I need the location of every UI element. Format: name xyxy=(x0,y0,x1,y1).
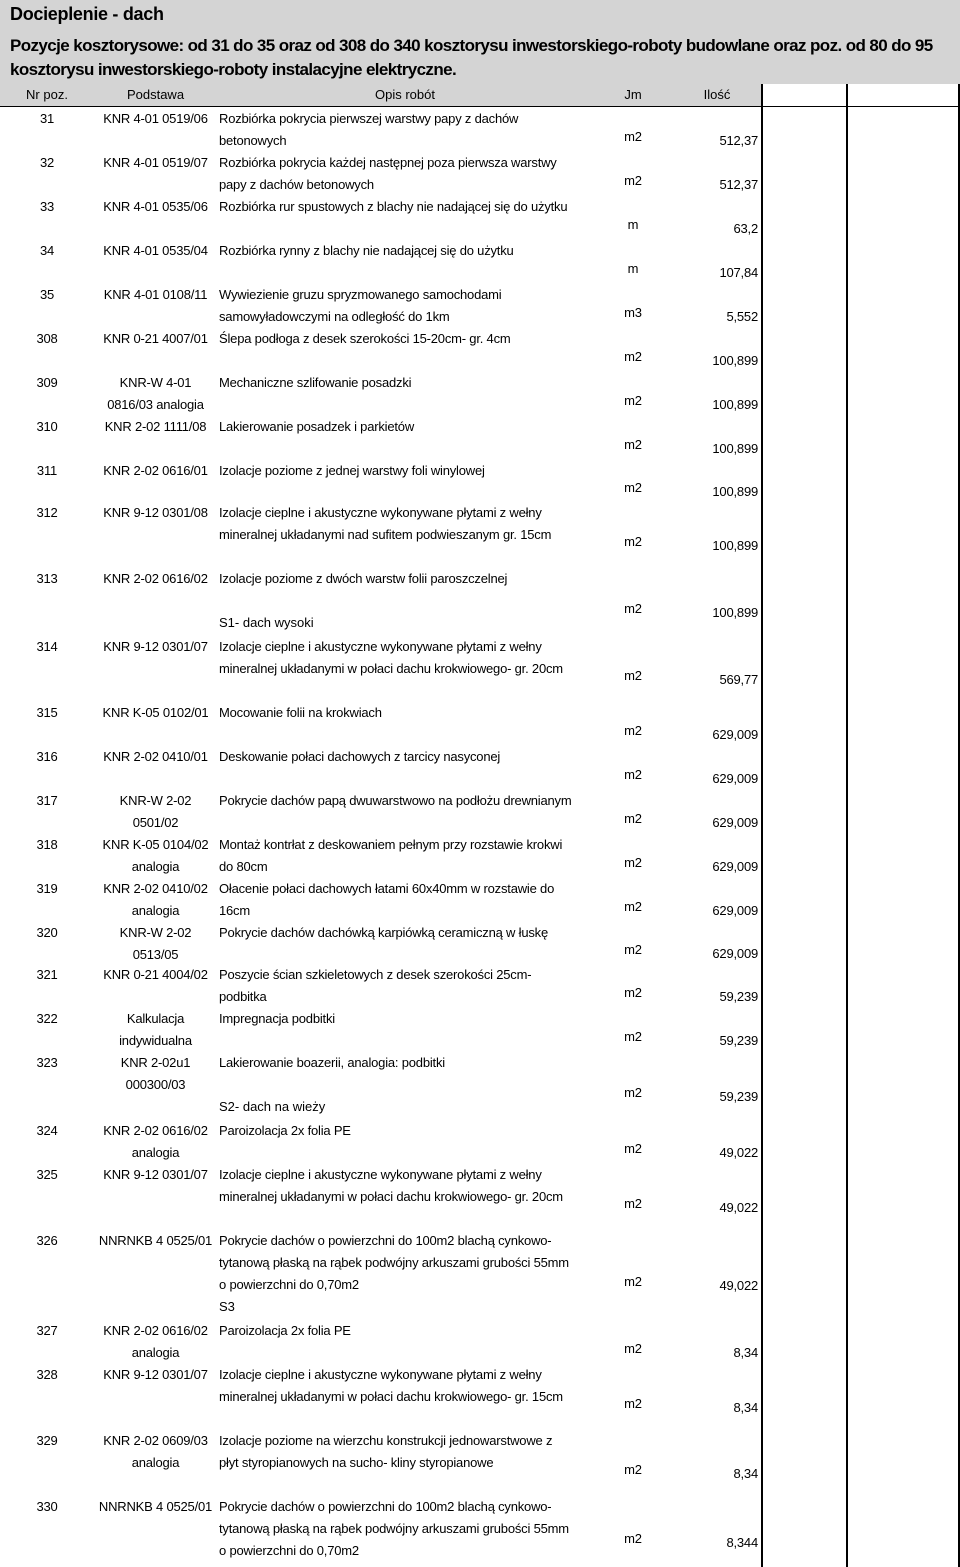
row-jm: m2 xyxy=(624,1029,642,1044)
row-podstawa: KNR 4-01 0535/06 xyxy=(103,199,208,214)
row-ilosc: 5,552 xyxy=(726,309,758,324)
row-podstawa: KNR 9-12 0301/07 xyxy=(103,1367,208,1382)
row-jm: m2 xyxy=(624,767,642,782)
row-opis: Rozbiórka rur spustowych z blachy nie nadającej się do użytku xyxy=(219,199,568,214)
row-jm: m2 xyxy=(624,601,642,616)
row-opis: Lakierowanie posadzek i parkietów xyxy=(219,419,415,434)
row-number: 312 xyxy=(36,505,58,520)
page-subtitle: Pozycje kosztorysowe: od 31 do 35 oraz od 308 do 340 kosztorysu inwestorskiego-roboty budowlane oraz poz. od 80 do 95 kosztorysu inwestorskiego-roboty instalacyjne elektryczne. xyxy=(10,36,933,79)
row-opis: Izolacje cieplne i akustyczne wykonywane płytami z wełny xyxy=(219,1367,542,1382)
row-jm: m2 xyxy=(624,1274,642,1289)
row-jm: m2 xyxy=(624,1396,642,1411)
row-jm: m2 xyxy=(624,942,642,957)
row-number: 34 xyxy=(39,243,55,258)
row-jm: m2 xyxy=(624,129,642,144)
row-opis: Rozbiórka rynny z blachy nie nadającej się do użytku xyxy=(219,243,514,258)
row-ilosc: 100,899 xyxy=(712,353,758,368)
row-jm: m3 xyxy=(624,305,642,320)
row-opis: Izolacje poziome na wierzchu konstrukcji jednowarstwowe z xyxy=(219,1433,553,1448)
row-podstawa: analogia xyxy=(131,859,180,874)
row-podstawa: KNR 2-02 0616/01 xyxy=(103,463,208,478)
row-separator xyxy=(0,239,761,240)
row-jm: m2 xyxy=(624,899,642,914)
row-jm: m2 xyxy=(624,1531,642,1546)
row-opis: Deskowanie połaci dachowych z tarcicy nasyconej xyxy=(219,749,501,764)
row-jm: m2 xyxy=(624,668,642,683)
row-ilosc: 629,009 xyxy=(712,771,758,786)
row-opis: Montaż kontrłat z deskowaniem pełnym przy rozstawie krokwi xyxy=(219,837,563,852)
row-ilosc: 629,009 xyxy=(712,946,758,961)
row-jm: m2 xyxy=(624,985,642,1000)
row-jm: m2 xyxy=(624,855,642,870)
row-podstawa: 0816/03 analogia xyxy=(107,397,204,412)
row-number: 323 xyxy=(36,1055,58,1070)
row-podstawa: Kalkulacja xyxy=(126,1011,185,1026)
row-jm: m xyxy=(627,217,639,232)
row-opis: Pokrycie dachów dachówką karpiówką ceramiczną w łuskę xyxy=(219,925,548,940)
row-ilosc: 100,899 xyxy=(712,484,758,499)
row-separator xyxy=(0,1319,761,1320)
row-ilosc: 629,009 xyxy=(712,903,758,918)
grid-vline xyxy=(761,84,763,1567)
row-podstawa: KNR-W 4-01 xyxy=(119,375,192,390)
row-opis: Pokrycie dachów o powierzchni do 100m2 blachą cynkowo- xyxy=(219,1233,552,1248)
row-opis: Paroizolacja 2x folia PE xyxy=(219,1323,351,1338)
row-opis: do 80cm xyxy=(219,859,268,874)
row-number: 31 xyxy=(39,111,55,126)
row-ilosc: 8,34 xyxy=(733,1345,758,1360)
row-podstawa: KNR-W 2-02 xyxy=(119,925,192,940)
row-ilosc: 100,899 xyxy=(712,605,758,620)
row-ilosc: 629,009 xyxy=(712,815,758,830)
row-separator xyxy=(0,327,761,328)
row-podstawa: KNR K-05 0104/02 xyxy=(102,837,209,852)
row-podstawa: NNRNKB 4 0525/01 xyxy=(98,1233,213,1248)
row-number: 324 xyxy=(36,1123,58,1138)
row-number: 319 xyxy=(36,881,58,896)
row-podstawa: KNR 2-02 0609/03 xyxy=(103,1433,208,1448)
row-opis: Paroizolacja 2x folia PE xyxy=(219,1123,351,1138)
row-separator xyxy=(0,921,761,922)
row-separator xyxy=(0,371,761,372)
row-jm: m2 xyxy=(624,723,642,738)
row-separator xyxy=(0,459,761,460)
row-number: 308 xyxy=(36,331,58,346)
row-podstawa: KNR 2-02 0410/01 xyxy=(103,749,208,764)
row-separator xyxy=(0,1007,761,1008)
row-ilosc: 59,239 xyxy=(719,989,758,1004)
row-ilosc: 629,009 xyxy=(712,859,758,874)
row-podstawa: KNR 2-02 0616/02 xyxy=(103,571,208,586)
row-opis: o powierzchni do 0,70m2 xyxy=(219,1277,359,1292)
row-ilosc: 100,899 xyxy=(712,397,758,412)
row-podstawa: KNR 0-21 4007/01 xyxy=(103,331,208,346)
row-ilosc: 100,899 xyxy=(712,441,758,456)
row-separator xyxy=(0,789,761,790)
row-separator xyxy=(0,1363,761,1364)
row-ilosc: 49,022 xyxy=(719,1145,758,1160)
row-podstawa: KNR 2-02u1 xyxy=(120,1055,191,1070)
row-opis: Rozbiórka pokrycia każdej następnej poza pierwsza warstwy xyxy=(219,155,557,170)
row-opis: Mocowanie folii na krokwiach xyxy=(219,705,382,720)
row-podstawa: KNR 2-02 1111/08 xyxy=(104,419,207,434)
col-header-jm: Jm xyxy=(593,84,673,107)
row-number: 322 xyxy=(36,1011,58,1026)
row-ilosc: 8,344 xyxy=(726,1535,758,1550)
row-ilosc: 49,022 xyxy=(719,1278,758,1293)
row-podstawa: KNR 2-02 0616/02 xyxy=(103,1123,208,1138)
row-podstawa: KNR 2-02 0616/02 xyxy=(103,1323,208,1338)
row-separator xyxy=(0,1429,761,1430)
row-opis: mineralnej układanymi w połaci dachu krokwiowego- gr. 20cm xyxy=(219,1189,563,1204)
row-number: 318 xyxy=(36,837,58,852)
row-opis: samowyładowczymi na odległość do 1km xyxy=(219,309,450,324)
row-number: 311 xyxy=(36,463,58,478)
row-number: 328 xyxy=(36,1367,58,1382)
row-number: 309 xyxy=(36,375,58,390)
row-opis: mineralnej układanymi nad sufitem podwieszanym gr. 15cm xyxy=(219,527,552,542)
row-number: 314 xyxy=(36,639,58,654)
row-jm: m2 xyxy=(624,811,642,826)
row-ilosc: 569,77 xyxy=(719,672,758,687)
row-podstawa: KNR-W 2-02 xyxy=(119,793,192,808)
row-jm: m2 xyxy=(624,1196,642,1211)
row-opis: Pokrycie dachów papą dwuwarstwowo na podłożu drewnianym xyxy=(219,793,572,808)
row-opis: Izolacje cieplne i akustyczne wykonywane płytami z wełny xyxy=(219,505,542,520)
row-ilosc: 59,239 xyxy=(719,1089,758,1104)
section-label: S2- dach na wieży xyxy=(219,1099,326,1114)
row-podstawa: analogia xyxy=(131,1455,180,1470)
row-separator xyxy=(0,501,761,502)
row-opis: płyt styropianowych na sucho- kliny styropianowe xyxy=(219,1455,494,1470)
row-jm: m2 xyxy=(624,393,642,408)
row-podstawa: KNR K-05 0102/01 xyxy=(102,705,209,720)
col-header-opis: Opis robót xyxy=(217,84,593,107)
row-number: 326 xyxy=(36,1233,58,1248)
row-podstawa: KNR 9-12 0301/07 xyxy=(103,639,208,654)
row-podstawa: 000300/03 xyxy=(125,1077,186,1092)
row-opis: Wywiezienie gruzu spryzmowanego samochodami xyxy=(219,287,502,302)
row-podstawa: indywidualna xyxy=(119,1033,192,1048)
row-jm: m2 xyxy=(624,1341,642,1356)
row-opis: Rozbiórka pokrycia pierwszej warstwy papy z dachów xyxy=(219,111,519,126)
row-ilosc: 100,899 xyxy=(712,538,758,553)
row-separator xyxy=(0,1495,761,1496)
row-separator xyxy=(0,833,761,834)
row-separator xyxy=(0,745,761,746)
row-jm: m2 xyxy=(624,349,642,364)
col-header-nr: Nr poz. xyxy=(0,84,94,107)
row-podstawa: 0513/05 xyxy=(132,947,179,962)
row-jm: m2 xyxy=(624,1141,642,1156)
row-jm: m2 xyxy=(624,1462,642,1477)
row-number: 316 xyxy=(36,749,58,764)
row-opis: Lakierowanie boazerii, analogia: podbitki xyxy=(219,1055,445,1070)
page-title: Docieplenie - dach xyxy=(10,4,164,24)
row-opis: mineralnej układanymi w połaci dachu krokwiowego- gr. 15cm xyxy=(219,1389,563,1404)
row-number: 321 xyxy=(36,967,58,982)
row-number: 32 xyxy=(39,155,55,170)
row-separator xyxy=(0,635,761,636)
row-jm: m2 xyxy=(624,480,642,495)
row-number: 329 xyxy=(36,1433,58,1448)
row-podstawa: KNR 4-01 0108/11 xyxy=(103,287,208,302)
grid-vline xyxy=(846,84,848,1567)
row-opis: Izolacje poziome z jednej warstwy foli winylowej xyxy=(219,463,485,478)
row-number: 327 xyxy=(36,1323,58,1338)
row-opis: Ślepa podłoga z desek szerokości 15-20cm- gr. 4cm xyxy=(219,331,511,346)
row-ilosc: 512,37 xyxy=(719,177,758,192)
row-podstawa: analogia xyxy=(131,1345,180,1360)
row-opis: Mechaniczne szlifowanie posadzki xyxy=(219,375,412,390)
header-block xyxy=(0,0,960,84)
row-number: 35 xyxy=(39,287,55,302)
row-opis: tytanową płaską na rąbek podwójny arkuszami grubości 55mm xyxy=(219,1521,569,1536)
row-podstawa: analogia xyxy=(131,1145,180,1160)
row-opis: o powierzchni do 0,70m2 xyxy=(219,1543,359,1558)
row-podstawa: KNR 4-01 0519/06 xyxy=(103,111,208,126)
row-separator xyxy=(0,1119,761,1120)
row-podstawa: KNR 9-12 0301/07 xyxy=(103,1167,208,1182)
row-opis: mineralnej układanymi w połaci dachu krokwiowego- gr. 20cm xyxy=(219,661,563,676)
section-label: S1- dach wysoki xyxy=(219,615,314,630)
row-separator xyxy=(0,701,761,702)
grid-hline xyxy=(761,106,960,107)
row-ilosc: 8,34 xyxy=(733,1400,758,1415)
row-opis: 16cm xyxy=(219,903,250,918)
row-separator xyxy=(0,283,761,284)
row-number: 317 xyxy=(36,793,58,808)
row-ilosc: 629,009 xyxy=(712,727,758,742)
row-opis: papy z dachów betonowych xyxy=(219,177,374,192)
row-podstawa: KNR 4-01 0535/04 xyxy=(103,243,208,258)
row-podstawa: KNR 9-12 0301/08 xyxy=(103,505,208,520)
col-header-ilosc: Ilość xyxy=(673,84,761,107)
row-ilosc: 107,84 xyxy=(719,265,758,280)
row-podstawa: analogia xyxy=(131,903,180,918)
row-separator xyxy=(0,963,761,964)
row-podstawa: NNRNKB 4 0525/01 xyxy=(98,1499,213,1514)
row-number: 313 xyxy=(36,571,58,586)
row-ilosc: 512,37 xyxy=(719,133,758,148)
row-separator xyxy=(0,1051,761,1052)
row-separator xyxy=(0,415,761,416)
row-separator xyxy=(0,877,761,878)
row-opis: Izolacje poziome z dwóch warstw folii paroszczelnej xyxy=(219,571,508,586)
row-number: 33 xyxy=(39,199,55,214)
row-separator xyxy=(0,567,761,568)
row-separator xyxy=(0,1163,761,1164)
row-number: 310 xyxy=(36,419,58,434)
row-separator xyxy=(0,151,761,152)
row-opis: Impregnacja podbitki xyxy=(219,1011,335,1026)
row-number: 315 xyxy=(36,705,58,720)
row-podstawa: 0501/02 xyxy=(132,815,179,830)
row-separator xyxy=(0,107,761,108)
row-opis: tytanową płaską na rąbek podwójny arkuszami grubości 55mm xyxy=(219,1255,569,1270)
row-jm: m xyxy=(627,261,639,276)
row-separator xyxy=(0,1229,761,1230)
row-opis: Poszycie ścian szkieletowych z desek szerokości 25cm- xyxy=(219,967,532,982)
row-podstawa: KNR 2-02 0410/02 xyxy=(103,881,208,896)
row-ilosc: 49,022 xyxy=(719,1200,758,1215)
col-header-podstawa: Podstawa xyxy=(94,84,217,107)
row-jm: m2 xyxy=(624,437,642,452)
row-opis: betonowych xyxy=(219,133,287,148)
grid-vline xyxy=(958,84,960,1567)
row-opis: podbitka xyxy=(219,989,267,1004)
row-podstawa: KNR 4-01 0519/07 xyxy=(103,155,208,170)
row-jm: m2 xyxy=(624,1085,642,1100)
row-ilosc: 63,2 xyxy=(733,221,758,236)
row-number: 325 xyxy=(36,1167,58,1182)
section-label: S3 xyxy=(219,1299,235,1314)
row-ilosc: 8,34 xyxy=(733,1466,758,1481)
row-number: 320 xyxy=(36,925,58,940)
row-opis: Ołacenie połaci dachowych łatami 60x40mm w rozstawie do xyxy=(219,881,555,896)
row-opis: Izolacje cieplne i akustyczne wykonywane płytami z wełny xyxy=(219,639,542,654)
row-ilosc: 59,239 xyxy=(719,1033,758,1048)
row-number: 330 xyxy=(36,1499,58,1514)
row-separator xyxy=(0,195,761,196)
row-opis: Pokrycie dachów o powierzchni do 100m2 blachą cynkowo- xyxy=(219,1499,552,1514)
row-jm: m2 xyxy=(624,534,642,549)
row-opis: Izolacje cieplne i akustyczne wykonywane płytami z wełny xyxy=(219,1167,542,1182)
row-jm: m2 xyxy=(624,173,642,188)
row-podstawa: KNR 0-21 4004/02 xyxy=(103,967,208,982)
